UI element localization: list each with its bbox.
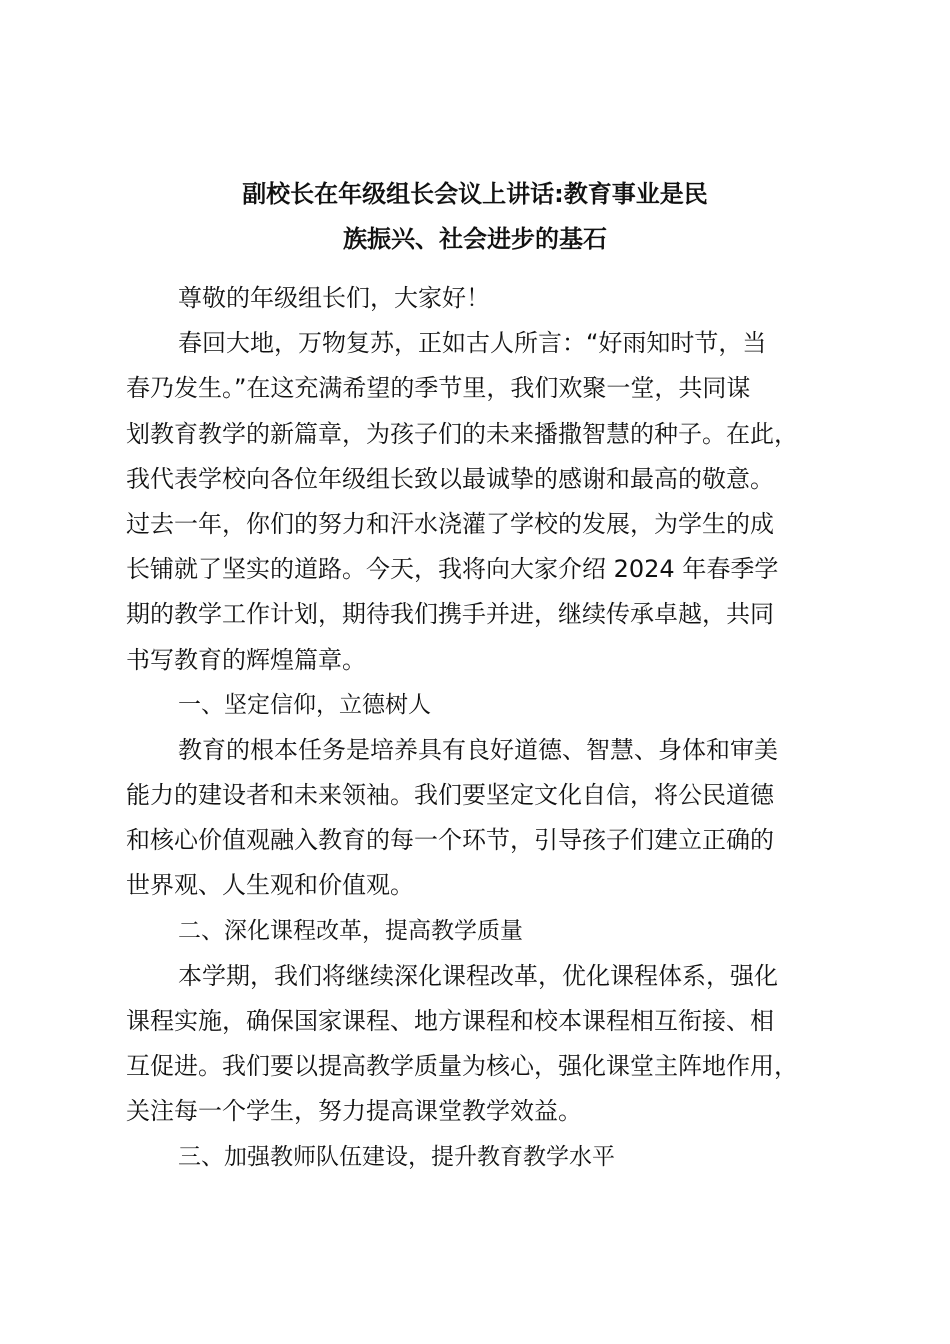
paragraph-line: 和核心价值观融入教育的每一个环节，引导孩子们建立正确的 (126, 826, 774, 855)
paragraph-line: 划教育教学的新篇章，为孩子们的未来播撒智慧的种子。在此， (126, 419, 798, 448)
paragraph-line: 世界观、人生观和价值观。 (126, 871, 414, 900)
paragraph-line: 长铺就了坚实的道路。今天，我将向大家介绍 2024 年春季学 (126, 555, 779, 584)
paragraph-line: 我代表学校向各位年级组长致以最诚挚的感谢和最高的敬意。 (126, 464, 774, 493)
title-line: 副校长在年级组长会议上讲话:教育事业是民 (242, 180, 708, 208)
paragraph-line: 关注每一个学生，努力提高课堂教学效益。 (126, 1097, 582, 1126)
section-heading-2: 二、深化课程改革，提高教学质量 (178, 917, 523, 944)
section-heading-3: 三、加强教师队伍建设，提升教育教学水平 (178, 1143, 615, 1170)
paragraph-line: 春回大地，万物复苏，正如古人所言：“好雨知时节，当 (178, 329, 767, 358)
paragraph-line: 互促进。我们要以提高教学质量为核心，强化课堂主阵地作用， (126, 1052, 798, 1081)
document-title (120, 172, 830, 262)
title-line: 族振兴、社会进步的基石 (343, 225, 607, 254)
paragraph-line: 本学期，我们将继续深化课程改革，优化课程体系，强化 (178, 961, 778, 990)
paragraph-line: 春乃发生。”在这充满希望的季节里，我们欢聚一堂，共同谋 (126, 374, 751, 403)
document-body (126, 276, 834, 1180)
paragraph-section-2 (126, 954, 834, 1135)
paragraph-line: 课程实施，确保国家课程、地方课程和校本课程相互衔接、相 (126, 1007, 774, 1035)
paragraph-intro (126, 321, 834, 683)
paragraph-section-1 (126, 728, 834, 909)
paragraph-line: 书写教育的辉煌篇章。 (126, 645, 366, 674)
paragraph-line: 期的教学工作计划，期待我们携手并进，继续传承卓越，共同 (126, 600, 774, 629)
paragraph-line: 能力的建设者和未来领袖。我们要坚定文化自信，将公民道德 (126, 781, 774, 810)
section-heading-1: 一、坚定信仰，立德树人 (178, 691, 431, 718)
greeting: 尊敬的年级组长们，大家好！ (178, 284, 490, 312)
paragraph-line: 过去一年，你们的努力和汗水浇灌了学校的发展，为学生的成 (126, 509, 774, 538)
paragraph-line: 教育的根本任务是培养具有良好道德、智慧、身体和审美 (178, 735, 778, 764)
